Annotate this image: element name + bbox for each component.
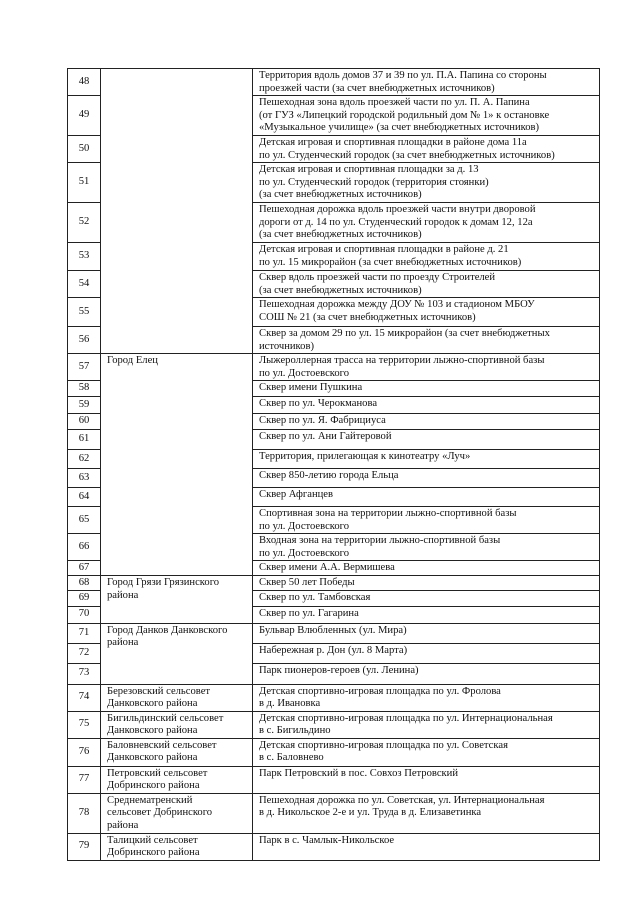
object-description (253, 606, 600, 623)
table-row (68, 738, 600, 766)
text-line: сельсовет Добринского (107, 807, 213, 818)
text-line: Пешеходная зона вдоль проезжей части по ул. П. А. Папина (259, 97, 530, 108)
object-description (253, 643, 600, 663)
object-description (253, 271, 600, 298)
table-row (68, 576, 600, 591)
object-description (253, 684, 600, 711)
text-line: Детская игровая и спортивная площадки за д. 13 (259, 164, 479, 175)
text-line: (от ГУЗ «Липецкий городской родильный дом № 1» к остановке (259, 109, 550, 121)
object-description (253, 711, 600, 738)
object-description (253, 590, 600, 606)
row-number: 55 (68, 298, 101, 327)
text-line: СОШ № 21 (за счет внебюджетных источников) (259, 311, 476, 323)
text-line: в д. Никольское 2-е и ул. Труда в д. Елизаветинка (259, 807, 482, 818)
table-row (68, 684, 600, 711)
object-description (253, 738, 600, 766)
text-line: Парк Петровский в пос. Совхоз Петровский (259, 767, 459, 779)
text-line: Добринского района (107, 847, 200, 858)
row-number: 58 (68, 381, 101, 397)
text-line: по ул. Достоевского (259, 547, 350, 559)
text-line: Сквер Афганцев (259, 489, 334, 500)
text-line: Город Елец (107, 355, 158, 366)
object-description (253, 397, 600, 414)
text-line: Сквер 850-летию города Ельца (259, 470, 399, 481)
text-line: Детская игровая и спортивная площадки в районе д. 21 (259, 244, 509, 255)
text-line: по ул. Достоевского (259, 367, 350, 379)
object-description (253, 203, 600, 243)
row-number: 53 (68, 243, 101, 271)
object-description (253, 96, 600, 136)
row-number: 49 (68, 96, 101, 136)
object-description (253, 488, 600, 507)
municipality-cell (101, 793, 253, 833)
object-description (253, 534, 600, 561)
text-line: Спортивная зона на территории лыжно-спортивной базы (259, 508, 517, 519)
object-description (253, 793, 600, 833)
municipality-cell (101, 354, 253, 576)
text-line: (за счет внебюджетных источников) (259, 189, 422, 200)
text-line: Детская спортивно-игровая площадка по ул. Фролова (259, 685, 501, 697)
text-line: источников) (259, 340, 314, 352)
row-number: 71 (68, 623, 101, 643)
row-number: 63 (68, 469, 101, 488)
object-description (253, 469, 600, 488)
table-row (68, 833, 600, 860)
row-number: 72 (68, 643, 101, 663)
text-line: Парк пионеров-героев (ул. Ленина) (259, 664, 419, 676)
row-number: 70 (68, 606, 101, 623)
text-line: по ул. Достоевского (259, 520, 350, 532)
text-line: Добринского района (107, 780, 200, 791)
text-line: Пешеходная дорожка между ДОУ № 103 и стадионом МБОУ (259, 299, 535, 310)
municipality-cell (101, 711, 253, 738)
text-line: Березовский сельсовет (107, 685, 211, 697)
text-line: в д. Ивановка (259, 698, 321, 709)
text-line: в с. Бигильдино (259, 725, 331, 736)
text-line: (за счет внебюджетных источников) (259, 229, 422, 240)
row-number: 79 (68, 833, 101, 860)
municipality-cell (101, 684, 253, 711)
text-line: Пешеходная дорожка по ул. Советская, ул. Интернациональная (259, 794, 545, 806)
text-line: Сквер имени А.А. Вермишева (259, 562, 395, 573)
text-line: Набережная р. Дон (ул. 8 Марта) (259, 644, 408, 656)
object-description (253, 354, 600, 381)
table-row (68, 711, 600, 738)
table-row (68, 793, 600, 833)
row-number: 57 (68, 354, 101, 381)
municipality-cell (101, 833, 253, 860)
text-line: Детская спортивно-игровая площадка по ул. Интернациональная (259, 712, 553, 724)
text-line: Баловневский сельсовет (107, 739, 217, 751)
text-line: Город Грязи Грязинского (107, 577, 220, 588)
row-number: 69 (68, 590, 101, 606)
municipality-cell (101, 766, 253, 793)
text-line: Сквер по ул. Я. Фабрициуса (259, 415, 386, 426)
row-number: 76 (68, 738, 101, 766)
text-line: Парк в с. Чамлык-Никольское (259, 834, 395, 846)
object-description (253, 327, 600, 354)
row-number: 73 (68, 663, 101, 684)
text-line: Сквер по ул. Ани Гайтеровой (259, 431, 392, 442)
municipality-cell (101, 69, 253, 354)
text-line: района (107, 589, 139, 601)
object-description (253, 430, 600, 450)
text-line: Данковского района (107, 725, 198, 736)
text-line: Петровский сельсовет (107, 767, 208, 779)
text-line: Бульвар Влюбленных (ул. Мира) (259, 624, 407, 636)
row-number: 66 (68, 534, 101, 561)
row-number: 78 (68, 793, 101, 833)
text-line: Данковского района (107, 752, 198, 763)
row-number: 62 (68, 450, 101, 469)
text-line: дороги от д. 14 по ул. Студенческий городок к домам 12, 12а (259, 216, 533, 228)
object-description (253, 450, 600, 469)
text-line: района (107, 637, 139, 648)
row-number: 61 (68, 430, 101, 450)
text-line: проезжей части (за счет внебюджетных источников) (259, 82, 495, 94)
objects-table (67, 68, 600, 861)
text-line: по ул. Студенческий городок (территория стоянки) (259, 176, 489, 188)
text-line: Сквер за домом 29 по ул. 15 микрорайон (за счет внебюджетных (259, 328, 550, 339)
text-line: Сквер по ул. Черокманова (259, 398, 378, 409)
table-row (68, 69, 600, 96)
text-line: Детская спортивно-игровая площадка по ул. Советская (259, 739, 508, 751)
row-number: 56 (68, 327, 101, 354)
row-number: 51 (68, 163, 101, 203)
row-number: 65 (68, 507, 101, 534)
object-description (253, 243, 600, 271)
object-description (253, 136, 600, 163)
text-line: Пешеходная дорожка вдоль проезжей части внутри дворовой (259, 204, 536, 215)
text-line: Сквер по ул. Тамбовская (259, 591, 371, 603)
text-line: (за счет внебюджетных источников) (259, 284, 422, 296)
municipality-cell (101, 738, 253, 766)
table-row (68, 766, 600, 793)
object-description (253, 381, 600, 397)
row-number: 48 (68, 69, 101, 96)
object-description (253, 298, 600, 327)
row-number: 59 (68, 397, 101, 414)
row-number: 75 (68, 711, 101, 738)
text-line: в с. Баловнево (259, 752, 324, 763)
text-line: Сквер по ул. Гагарина (259, 607, 359, 619)
row-number: 68 (68, 576, 101, 591)
table-row (68, 354, 600, 381)
row-number: 52 (68, 203, 101, 243)
text-line: по ул. 15 микрорайон (за счет внебюджетных источников) (259, 256, 522, 268)
row-number: 77 (68, 766, 101, 793)
row-number: 74 (68, 684, 101, 711)
object-description (253, 69, 600, 96)
object-description (253, 576, 600, 591)
object-description (253, 507, 600, 534)
text-line: Детская игровая и спортивная площадки в районе дома 11а (259, 137, 527, 148)
text-line: Данковского района (107, 698, 198, 709)
text-line: по ул. Студенческий городок (за счет внебюджетных источников) (259, 149, 555, 161)
object-description (253, 766, 600, 793)
table-row (68, 623, 600, 643)
object-description (253, 623, 600, 643)
text-line: «Музыкальное училище» (за счет внебюджетных источников) (259, 122, 540, 133)
object-description (253, 663, 600, 684)
row-number: 60 (68, 414, 101, 430)
text-line: Территория, прилегающая к кинотеатру «Луч» (259, 451, 471, 462)
text-line: Сквер 50 лет Победы (259, 577, 355, 588)
row-number: 67 (68, 561, 101, 576)
text-line: Лыжероллерная трасса на территории лыжно-спортивной базы (259, 355, 545, 366)
municipality-cell (101, 623, 253, 684)
text-line: Бигильдинский сельсовет (107, 712, 224, 724)
object-description (253, 833, 600, 860)
text-line: Территория вдоль домов 37 и 39 по ул. П.А. Папина со стороны (259, 70, 547, 81)
text-line: Сквер имени Пушкина (259, 382, 363, 393)
text-line: района (107, 819, 139, 831)
text-line: Входная зона на территории лыжно-спортивной базы (259, 535, 501, 546)
text-line: Сквер вдоль проезжей части по проезду Строителей (259, 272, 496, 283)
text-line: Среднематренский (107, 794, 193, 806)
municipality-cell (101, 576, 253, 624)
row-number: 54 (68, 271, 101, 298)
object-description (253, 163, 600, 203)
row-number: 50 (68, 136, 101, 163)
row-number: 64 (68, 488, 101, 507)
object-description (253, 561, 600, 576)
object-description (253, 414, 600, 430)
text-line: Талицкий сельсовет (107, 834, 198, 846)
text-line: Город Данков Данковского (107, 624, 228, 636)
